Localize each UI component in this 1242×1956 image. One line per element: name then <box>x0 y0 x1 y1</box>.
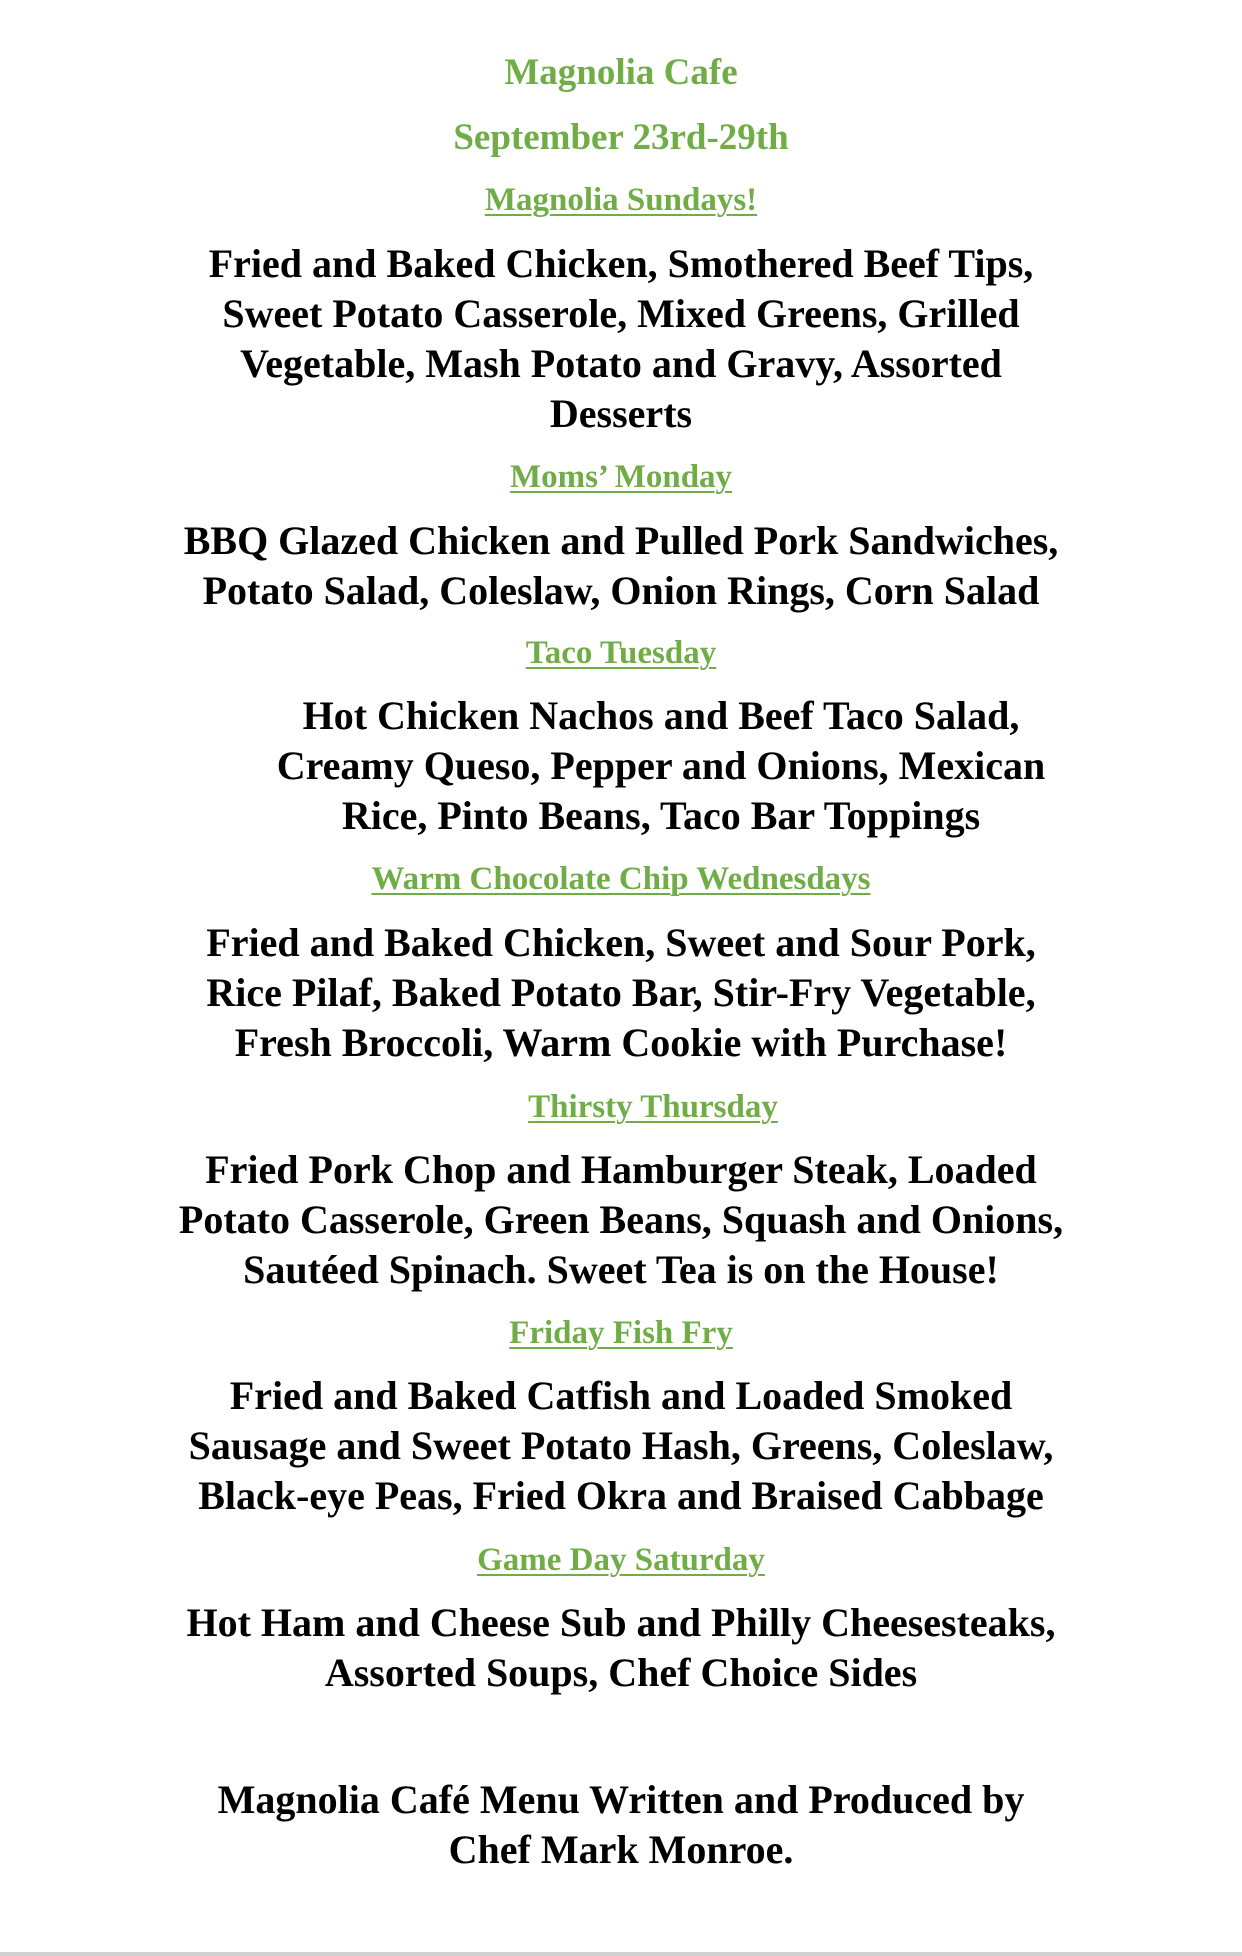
day-heading-tuesday: Taco Tuesday <box>525 635 717 671</box>
menu-line: Fried Pork Chop and Hamburger Steak, Loaded <box>205 1147 1037 1192</box>
menu-line: Hot Ham and Cheese Sub and Philly Cheesesteaks, <box>186 1600 1056 1645</box>
menu-line: Black-eye Peas, Fried Okra and Braised Cabbage <box>198 1473 1044 1518</box>
menu-line: Fried and Baked Catfish and Loaded Smoked <box>229 1373 1013 1418</box>
menu-line: Hot Chicken Nachos and Beef Taco Salad, <box>302 693 1020 738</box>
menu-line: Creamy Queso, Pepper and Onions, Mexican <box>276 743 1046 788</box>
menu-line: Rice Pilaf, Baked Potato Bar, Stir-Fry Vegetable, <box>206 970 1036 1015</box>
day-heading-wednesday: Warm Chocolate Chip Wednesdays <box>371 861 871 897</box>
cafe-name: Magnolia Cafe <box>504 52 738 93</box>
day-heading-sunday: Magnolia Sundays! <box>484 182 758 218</box>
menu-line: Sweet Potato Casserole, Mixed Greens, Grilled <box>222 291 1020 336</box>
day-heading-monday: Moms’ Monday <box>509 459 733 495</box>
menu-line: BBQ Glazed Chicken and Pulled Pork Sandwiches, <box>183 518 1059 563</box>
menu-line: Vegetable, Mash Potato and Gravy, Assorted <box>240 341 1002 386</box>
menu-line: Sautéed Spinach. Sweet Tea is on the House! <box>243 1247 999 1292</box>
day-heading-friday: Friday Fish Fry <box>509 1315 733 1351</box>
menu-line: Rice, Pinto Beans, Taco Bar Toppings <box>341 793 981 838</box>
page-bottom-divider <box>0 1952 1242 1956</box>
menu-line: Potato Salad, Coleslaw, Onion Rings, Corn Salad <box>202 568 1040 613</box>
day-heading-thursday: Thirsty Thursday <box>528 1089 778 1125</box>
menu-line: Fried and Baked Chicken, Sweet and Sour Pork, <box>206 920 1036 965</box>
menu-line: Sausage and Sweet Potato Hash, Greens, Coleslaw, <box>188 1423 1054 1468</box>
menu-line: Potato Casserole, Green Beans, Squash and Onions, <box>178 1197 1064 1242</box>
footer-credit-line: Magnolia Café Menu Written and Produced by <box>217 1777 1025 1822</box>
menu-line: Fried and Baked Chicken, Smothered Beef Tips, <box>208 241 1034 286</box>
menu-line: Assorted Soups, Chef Choice Sides <box>324 1650 918 1695</box>
day-heading-saturday: Game Day Saturday <box>477 1542 765 1578</box>
menu-line: Fresh Broccoli, Warm Cookie with Purchase! <box>234 1020 1008 1065</box>
menu-line: Desserts <box>549 391 693 436</box>
date-range: September 23rd-29th <box>453 117 789 158</box>
footer-credit-line: Chef Mark Monroe. <box>448 1827 794 1872</box>
